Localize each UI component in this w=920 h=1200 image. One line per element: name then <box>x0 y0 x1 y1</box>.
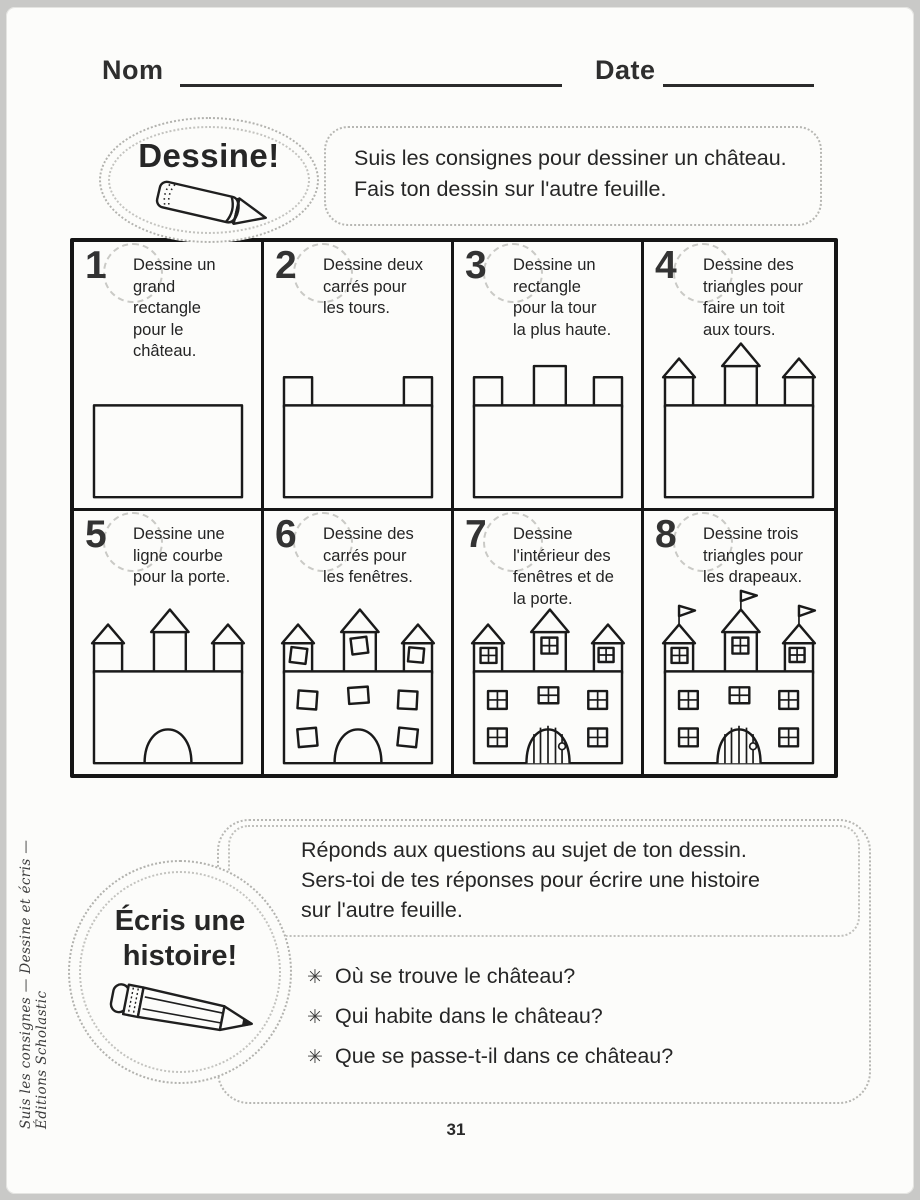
story-intro-line-3: sur l'autre feuille. <box>301 898 463 922</box>
ecris-histoire-title <box>70 904 290 974</box>
step-number: 3 <box>465 244 487 287</box>
question-3-text: Que se passe-t-il dans ce château? <box>335 1044 674 1068</box>
step-number: 7 <box>465 513 487 556</box>
step-instruction-line: Dessine deux <box>323 256 423 274</box>
asterisk-bullet-icon: ✳ <box>307 1047 323 1068</box>
step-number: 8 <box>655 513 677 556</box>
dessine-title: Dessine! <box>138 137 280 174</box>
step-instruction-line: grand <box>133 277 176 296</box>
step-instruction-line: pour la porte. <box>133 568 231 586</box>
name-blank-line <box>180 56 562 87</box>
story-questions-box <box>217 819 871 1104</box>
step-cell-7 <box>454 511 644 774</box>
story-intro-line-1: Réponds aux questions au sujet de ton dessin. <box>301 838 747 862</box>
dessine-instructions-box <box>324 126 822 226</box>
step-instruction-line: triangles pour <box>703 546 803 565</box>
step-cell-6 <box>264 511 454 774</box>
name-label: Nom <box>102 55 164 85</box>
step-cell-1 <box>74 242 264 511</box>
steps-grid <box>70 238 838 778</box>
step-instruction-line: faire un toit <box>703 299 785 317</box>
story-intro-line-2: Sers-toi de tes réponses pour écrire une histoire <box>301 868 760 892</box>
castle-drawing-stage-4 <box>650 318 828 504</box>
question-1-text: Où se trouve le château? <box>335 964 576 988</box>
step-instruction-line: Dessine une <box>133 525 225 543</box>
ecris-title-line-2: histoire! <box>122 940 238 972</box>
crayon-icon <box>145 177 275 235</box>
step-instruction-line: la porte. <box>513 589 573 608</box>
dessine-instruction-line-1: Suis les consignes pour dessiner un château. <box>354 146 787 170</box>
step-number: 5 <box>85 513 107 556</box>
castle-drawing-stage-2 <box>269 318 447 504</box>
ecris-histoire-bubble <box>68 860 292 1084</box>
step-number: 6 <box>275 513 297 556</box>
dessine-instruction-line-2: Fais ton dessin sur l'autre feuille. <box>354 177 667 201</box>
step-number: 2 <box>275 244 297 287</box>
step-instruction-line: rectangle <box>513 277 581 296</box>
step-instruction-line: Dessine des <box>323 525 414 543</box>
castle-drawing-stage-1 <box>79 318 257 504</box>
step-cell-3 <box>454 242 644 511</box>
step-instruction-line: Dessine <box>513 525 573 543</box>
step-number: 4 <box>655 244 677 287</box>
step-instruction <box>703 524 830 589</box>
page-number: 31 <box>446 1120 466 1139</box>
step-number: 1 <box>85 244 107 287</box>
step-instruction <box>133 524 257 589</box>
edition-side-caption: Suis les consignes — Dessine et écris — Éditions Scholastic <box>18 839 50 1129</box>
pencil-icon <box>102 980 258 1050</box>
step-cell-8 <box>644 511 834 774</box>
step-instruction-line: pour la tour <box>513 299 597 317</box>
question-2-text: Qui habite dans le château? <box>335 1004 603 1028</box>
step-cell-5 <box>74 511 264 774</box>
step-instruction-line: aux tours. <box>703 320 776 339</box>
step-instruction <box>323 524 447 589</box>
step-instruction-line: château. <box>133 342 197 360</box>
step-instruction-line: carrés pour <box>323 546 407 565</box>
asterisk-bullet-icon: ✳ <box>307 967 323 988</box>
asterisk-bullet-icon: ✳ <box>307 1007 323 1028</box>
step-instruction-line: les drapeaux. <box>703 568 803 586</box>
step-instruction-line: Dessine des <box>703 256 794 274</box>
ecris-title-line-1: Écris une <box>114 905 246 937</box>
step-instruction-line: les tours. <box>323 299 390 317</box>
dessine-bubble <box>99 117 319 243</box>
step-cell-2 <box>264 242 454 511</box>
step-instruction-line: fenêtres et de <box>513 568 614 586</box>
castle-drawing-stage-5 <box>79 584 257 770</box>
question-3 <box>307 1044 673 1069</box>
castle-drawing-stage-3 <box>459 318 637 504</box>
step-instruction-line: rectangle <box>133 299 201 317</box>
step-instruction-line: pour le <box>133 320 184 339</box>
story-intro <box>301 835 760 925</box>
step-instruction-line: l'intérieur des <box>513 546 611 565</box>
step-instruction-line: Dessine trois <box>703 525 799 543</box>
step-cell-4 <box>644 242 834 511</box>
castle-drawing-stage-6 <box>269 584 447 770</box>
step-instruction-line: ligne courbe <box>133 546 223 565</box>
castle-drawing-stage-7 <box>459 584 637 770</box>
castle-drawing-stage-8 <box>650 584 828 770</box>
step-instruction-line: les fenêtres. <box>323 568 413 586</box>
dessine-instructions <box>354 143 787 205</box>
date-label: Date <box>595 55 656 85</box>
question-2 <box>307 1004 603 1029</box>
step-instruction-line: Dessine un <box>133 256 216 274</box>
step-instruction <box>323 255 447 320</box>
step-instruction-line: la plus haute. <box>513 320 612 339</box>
date-blank-line <box>663 56 814 87</box>
step-instruction-line: carrés pour <box>323 277 407 296</box>
step-instruction-line: Dessine un <box>513 256 596 274</box>
step-instruction-line: triangles pour <box>703 277 803 296</box>
worksheet-sheet <box>6 7 914 1194</box>
question-1 <box>307 964 575 989</box>
